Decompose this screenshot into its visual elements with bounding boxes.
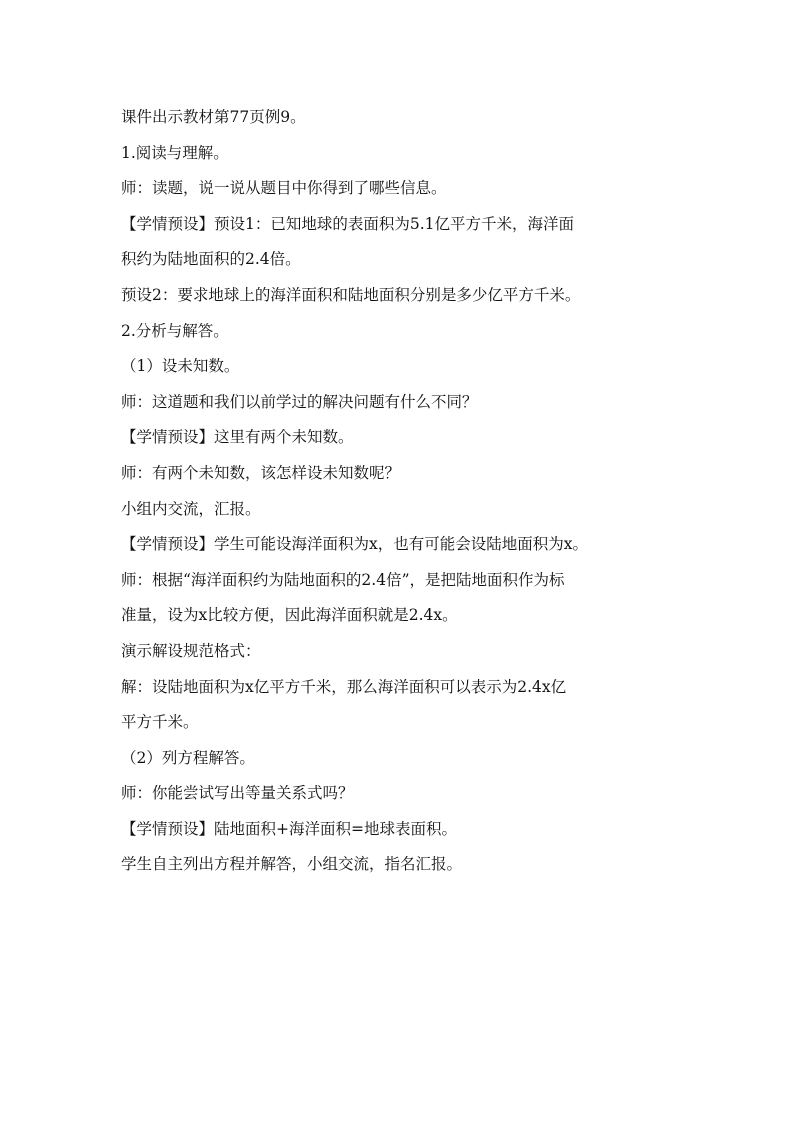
text-line: 2.分析与解答。 <box>121 321 229 340</box>
text-line: 小组内交流，汇报。 <box>121 499 261 518</box>
text-line: 师：有两个未知数，该怎样设未知数呢？ <box>121 463 401 482</box>
text-line: 师：根据“海洋面积约为陆地面积的2.4倍”，是把陆地面积作为标 <box>121 570 565 589</box>
text-line: 准量，设为x比较方便，因此海洋面积就是2.4x。 <box>121 606 458 625</box>
text-line: 解：设陆地面积为x亿平方千米，那么海洋面积可以表示为2.4x亿 <box>121 677 567 696</box>
text-line: 师：读题，说一说从题目中你得到了哪些信息。 <box>121 179 447 198</box>
text-line: 【学情预设】这里有两个未知数。 <box>121 428 354 447</box>
text-line: 演示解设规范格式： <box>121 641 261 660</box>
text-line: （1）设未知数。 <box>121 357 240 376</box>
text-line: 预设2：要求地球上的海洋面积和陆地面积分别是多少亿平方千米。 <box>121 285 581 304</box>
text-line: 课件出示教材第77页例9。 <box>121 108 306 126</box>
text-line: （2）列方程解答。 <box>121 748 255 767</box>
text-line: 【学情预设】陆地面积+海洋面积=地球表面积。 <box>121 819 457 838</box>
document-body <box>121 100 681 883</box>
text-line: 学生自主列出方程并解答，小组交流，指名汇报。 <box>121 855 463 874</box>
text-line: 【学情预设】预设1：已知地球的表面积为5.1亿平方千米，海洋面 <box>121 214 575 233</box>
text-line: 平方千米。 <box>121 713 199 732</box>
text-line: 1.阅读与理解。 <box>121 143 229 162</box>
text-line: 【学情预设】学生可能设海洋面积为x，也有可能会设陆地面积为x。 <box>121 535 588 554</box>
text-line: 师：这道题和我们以前学过的解决问题有什么不同？ <box>121 392 478 411</box>
text-line: 师：你能尝试写出等量关系式吗？ <box>121 784 354 803</box>
text-line: 积约为陆地面积的2.4倍。 <box>121 250 301 269</box>
